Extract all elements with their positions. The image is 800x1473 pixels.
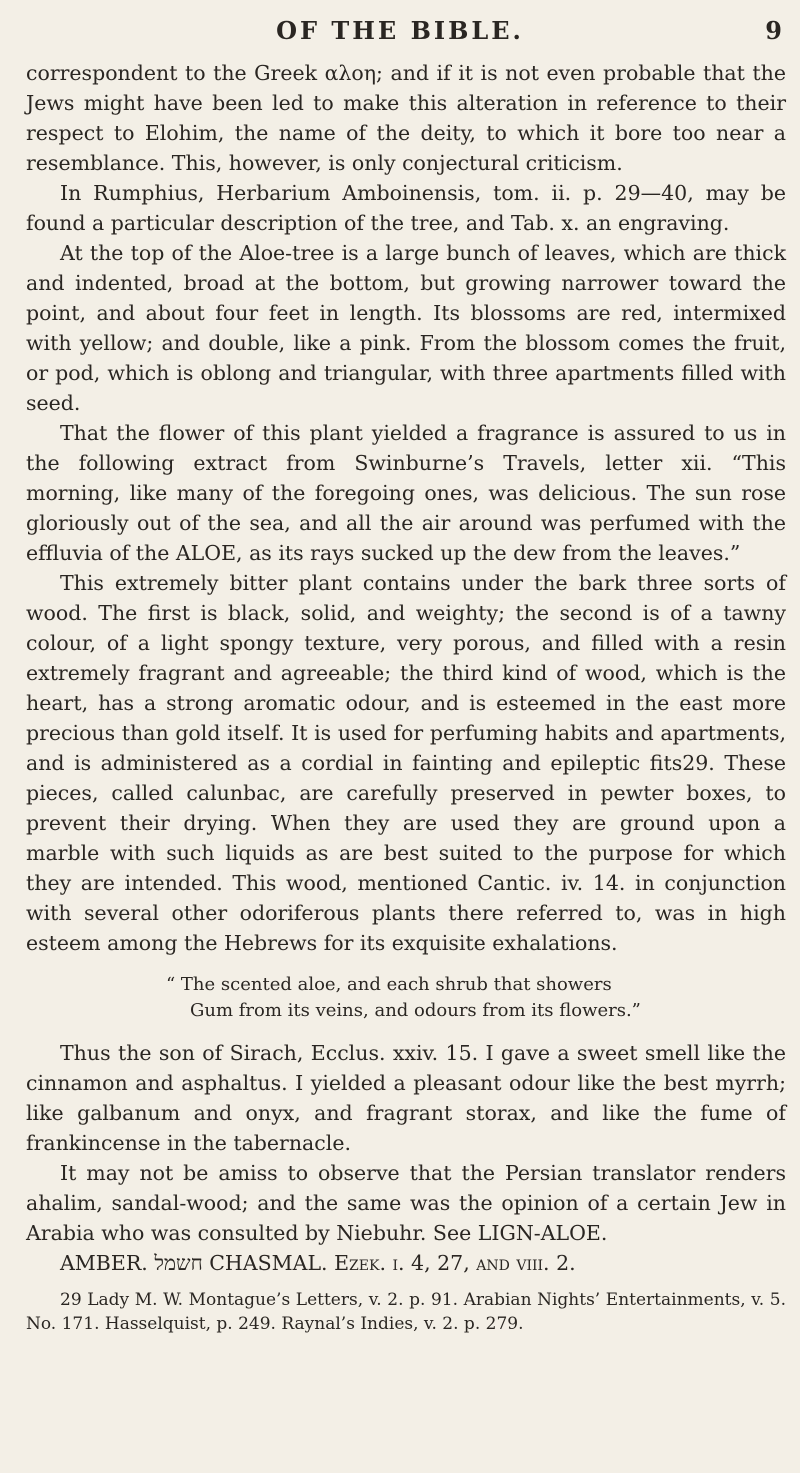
paragraph: This extremely bitter plant contains under the bark three sorts of wood. The first is black, solid, and weighty; the second is of a tawny colour, of a light spongy texture, very porous, and filled with a resin extremely fragrant and agreeable; the third kind of wood, which is the heart, has a strong aromatic odour, and is esteemed in the east more precious than gold itself. It is used for perfuming habits and apartments, and is administered as a cordial in fainting and epileptic fits29. These pieces, called calunbac, are carefully preserved in pewter boxes, to prevent their drying. When they are used they are ground upon a marble with such liquids as are best suited to the purpose for which they are intended. This wood, mentioned Cantic. iv. 14. in conjunction with several other odoriferous plants there referred to, was in high esteem among the Hebrews for its exquisite exhalations. — [26, 571, 786, 955]
page-number: 9 — [765, 16, 782, 45]
paragraph: That the flower of this plant yielded a fragrance is assured to us in the following extract from Swinburne’s Travels, letter xii. “This morning, like many of the foregoing ones, was delicious. The sun rose gloriously out of the sea, and all the air around was perfumed with the effluvia of the ALOE, as its rays sucked up the dew from the leaves.” — [26, 421, 786, 565]
paragraph: correspondent to the Greek αλοη; and if it is not even probable that the Jews might have been led to make this alteration in reference to their respect to Elohim, the name of the deity, to which it bore too near a resemblance. This, however, is only conjectural criticism. — [26, 61, 786, 175]
quote-line: Gum from its veins, and odours from its flowers.” — [190, 1000, 641, 1021]
footnote: 29 Lady M. W. Montague’s Letters, v. 2. p. 91. Arabian Nights’ Entertainments, v. 5. No. 171. Hasselquist, p. 249. Raynal’s Indies, v. 2. p. 279. — [26, 1290, 786, 1334]
paragraph: In Rumphius, Herbarium Amboinensis, tom. ii. p. 29—40, may be found a particular description of the tree, and Tab. x. an engraving. — [26, 181, 786, 235]
paragraph: Thus the son of Sirach, Ecclus. xxiv. 15. I gave a sweet smell like the cinnamon and asphaltus. I yielded a pleasant odour like the best myrrh; like galbanum and onyx, and fragrant storax, and like the fume of frankincense in the tabernacle. — [26, 1041, 786, 1155]
entry-headword: AMBER. — [60, 1251, 148, 1275]
body-text — [26, 58, 786, 1336]
entry-reference: CHASMAL. Ezek. i. 4, 27, and viii. 2. — [209, 1251, 576, 1275]
running-title: OF THE BIBLE. — [276, 16, 524, 45]
entry-hebrew: חשמל — [154, 1251, 203, 1275]
paragraph: It may not be amiss to observe that the Persian translator renders ahalim, sandal-wood; and the same was the opinion of a certain Jew in Arabia who was consulted by Niebuhr. See LIGN-ALOE. — [26, 1161, 786, 1245]
entry-heading — [26, 1248, 786, 1278]
running-head — [0, 16, 800, 52]
paragraph: At the top of the Aloe-tree is a large bunch of leaves, which are thick and indented, broad at the bottom, but growing narrower toward the point, and about four feet in length. Its blossoms are red, intermixed with yellow; and double, like a pink. From the blossom comes the fruit, or pod, which is oblong and triangular, with three apartments filled with seed. — [26, 241, 786, 415]
quote-line: “ The scented aloe, and each shrub that showers — [166, 974, 612, 995]
verse-quote — [26, 972, 786, 1024]
